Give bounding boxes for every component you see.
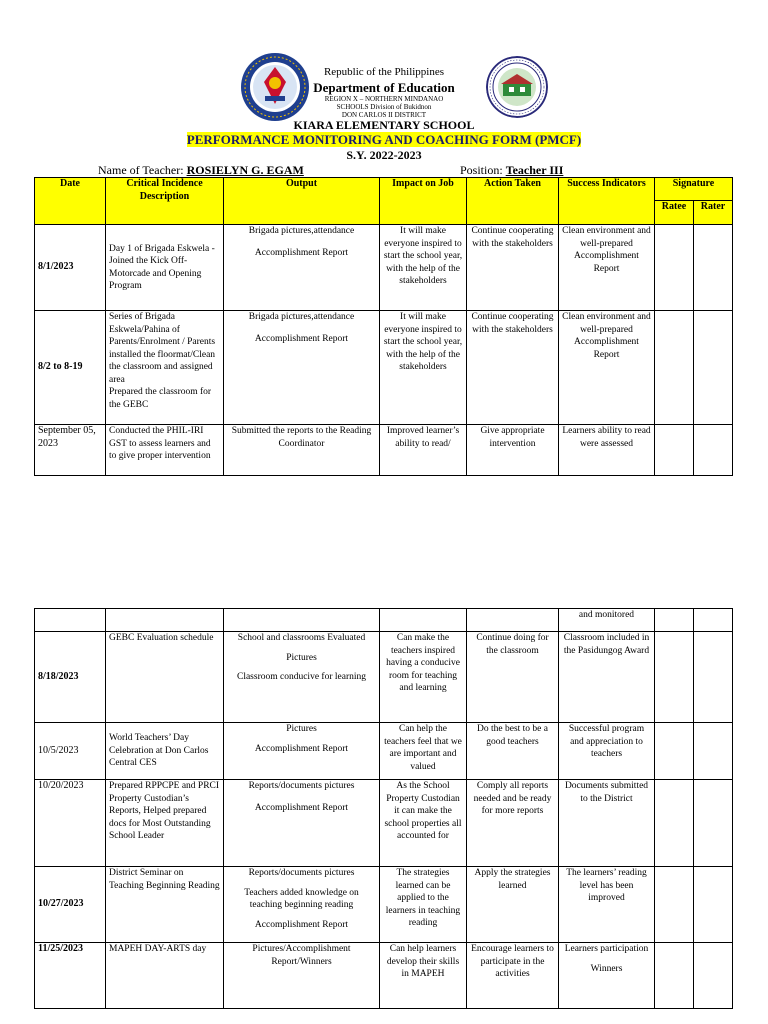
teacher-name-value: ROSIELYN G. EGAM [186,163,304,177]
rater-signature-cell[interactable] [694,632,733,723]
ratee-signature-cell[interactable] [655,425,694,476]
row-output [224,311,380,425]
table-row [35,425,733,476]
row-success: Clean environment and well-prepared Accomplishment Report [559,225,655,311]
table-row [35,632,733,723]
row-date: 10/27/2023 [35,867,106,943]
teacher-position-line [460,163,563,178]
row-critical-line: Prepared the classroom for the GEBC [109,387,212,410]
school-year: S.Y. 2022-2023 [346,148,422,162]
ratee-signature-cell[interactable] [655,225,694,311]
row-success: Classroom included in the Pasidungog Award [559,632,655,723]
rater-signature-cell[interactable] [694,943,733,1009]
row-impact: The strategies learned can be applied to the learners in teaching reading [380,867,467,943]
school-name: KIARA ELEMENTARY SCHOOL [293,118,475,132]
row-date: September 05, 2023 [35,425,106,476]
row-success: The learners’ reading level has been improved [559,867,655,943]
row-date: 10/5/2023 [35,723,106,780]
ratee-signature-cell[interactable] [655,609,694,632]
row-critical: Day 1 of Brigada Eskwela -Joined the Kick Off-Motorcade and Opening Program [106,225,224,311]
pmcf-table-page2 [34,608,733,1009]
row-impact: Improved learner’s ability to read/ [380,425,467,476]
row-output-line: Reports/documents pictures [248,868,355,878]
ratee-signature-cell[interactable] [655,943,694,1009]
rater-signature-cell[interactable] [694,867,733,943]
row-output-line: Reports/documents pictures [248,781,355,791]
row-critical: District Seminar on Teaching Beginning Reading [106,867,224,943]
row-output-line: Accomplishment Report [254,247,349,258]
col-action-header: Action Taken [467,178,559,225]
row-critical: MAPEH DAY-ARTS day [106,943,224,1009]
row-output [224,225,380,311]
row-output-line: Brigada pictures,attendance [248,226,355,236]
row-output [224,867,380,943]
rater-signature-cell[interactable] [694,225,733,311]
row-impact: It will make everyone inspired to start the school year, with the help of the stakeholders [380,311,467,425]
ratee-signature-cell[interactable] [655,723,694,780]
row-action: Continue doing for the classroom [467,632,559,723]
row-date: 8/18/2023 [35,632,106,723]
table-row [35,780,733,867]
rater-signature-cell[interactable] [694,723,733,780]
rater-signature-cell[interactable] [694,780,733,867]
row-critical: World Teachers’ Day Celebration at Don Carlos Central CES [106,723,224,780]
rater-signature-cell[interactable] [694,609,733,632]
col-date-header: Date [35,178,106,225]
row-action: Continue cooperating with the stakeholders [467,225,559,311]
row-action: Give appropriate intervention [467,425,559,476]
row-output-line: Accomplishment Report [254,333,349,344]
row-success: Clean environment and well-prepared Accomplishment Report [559,311,655,425]
form-title [0,132,768,148]
row-output-line: School and classrooms Evaluated [237,633,366,643]
row-action: Apply the strategies learned [467,867,559,943]
teacher-name-label: Name of Teacher: [98,163,184,177]
row-success [559,943,655,1009]
region-heading: REGION X – NORTHERN MINDANAO [324,95,444,103]
row-output [224,780,380,867]
row-critical: Prepared RPPCPE and PRCI Property Custodian’s Reports, Helped prepared docs for Most Outstanding School Leader [106,780,224,867]
row-date: 8/1/2023 [35,225,106,311]
row-action [467,609,559,632]
table-row [35,943,733,1009]
teacher-name-line [98,163,304,178]
row-impact: It will make everyone inspired to start the school year, with the help of the stakeholders [380,225,467,311]
row-output-line: Teachers added knowledge on teaching beginning reading [244,887,359,910]
row-success: Learners ability to read were assessed [559,425,655,476]
row-output-line: Accomplishment Report [254,919,349,930]
district-heading: DON CARLOS II DISTRICT [341,111,427,119]
table-row [35,609,733,632]
ratee-signature-cell[interactable] [655,311,694,425]
row-action: Encourage learners to participate in the activities [467,943,559,1009]
table-row [35,311,733,425]
pmcf-table-page1 [34,177,733,476]
row-output-line: Pictures [286,652,317,663]
row-action: Continue cooperating with the stakeholders [467,311,559,425]
form-title-text: PERFORMANCE MONITORING AND COACHING FORM (PMCF) [186,132,582,147]
division-heading: SCHOOLS Division of Bukidnon [336,103,432,111]
row-success: Successful program and appreciation to teachers [559,723,655,780]
row-output: Submitted the reports to the Reading Coordinator [224,425,380,476]
row-output [224,609,380,632]
rater-signature-cell[interactable] [694,425,733,476]
teacher-position-label: Position: [460,163,503,177]
row-output [224,632,380,723]
row-output-line: Brigada pictures,attendance [248,312,355,322]
row-impact: Can help the teachers feel that we are important and valued [380,723,467,780]
row-impact: As the School Property Custodian it can make the school properties all accounted for [380,780,467,867]
row-critical-line: Series of Brigada Eskwela/Pahina of Parents/Enrolment / Parents installed the floormat/Clean the classroom and assigned area [109,312,216,385]
row-success: Documents submitted to the District [559,780,655,867]
table-row [35,867,733,943]
row-output-line: Pictures [286,724,317,734]
row-action: Comply all reports needed and be ready for more reports [467,780,559,867]
table-row [35,723,733,780]
row-critical: Conducted the PHIL-IRI GST to assess learners and to give proper intervention [106,425,224,476]
row-output [224,723,380,780]
row-impact [380,609,467,632]
department-heading: Department of Education [313,80,455,95]
col-critical-header: Critical Incidence Description [106,178,224,225]
row-critical [106,311,224,425]
republic-heading: Republic of the Philippines [323,66,445,78]
row-success-line: Learners participation [564,944,649,954]
row-action: Do the best to be a good teachers [467,723,559,780]
teacher-position-value: Teacher III [505,163,564,177]
continued-text: and monitored [559,609,655,632]
row-output-line: Accomplishment Report [254,802,349,813]
row-critical: GEBC Evaluation schedule [106,632,224,723]
col-output-header: Output [224,178,380,225]
row-impact: Can make the teachers inspired having a conducive room for teaching and learning [380,632,467,723]
rater-signature-cell[interactable] [694,311,733,425]
row-date: 10/20/2023 [35,780,106,867]
row-output: Pictures/Accomplishment Report/Winners [224,943,380,1009]
table-row [35,225,733,311]
col-signature-header: Signature [655,178,733,201]
row-date: 11/25/2023 [35,943,106,1009]
row-output-line: Accomplishment Report [254,743,349,754]
row-date [35,609,106,632]
row-critical [106,609,224,632]
row-date: 8/2 to 8-19 [35,311,106,425]
col-ratee-header: Ratee [655,201,694,225]
col-success-header: Success Indicators [559,178,655,225]
row-success-line: Winners [590,963,623,974]
row-output-line: Classroom conducive for learning [236,672,366,682]
row-impact: Can help learners develop their skills in MAPEH [380,943,467,1009]
col-impact-header: Impact on Job [380,178,467,225]
ratee-signature-cell[interactable] [655,780,694,867]
ratee-signature-cell[interactable] [655,867,694,943]
col-rater-header: Rater [694,201,733,225]
ratee-signature-cell[interactable] [655,632,694,723]
